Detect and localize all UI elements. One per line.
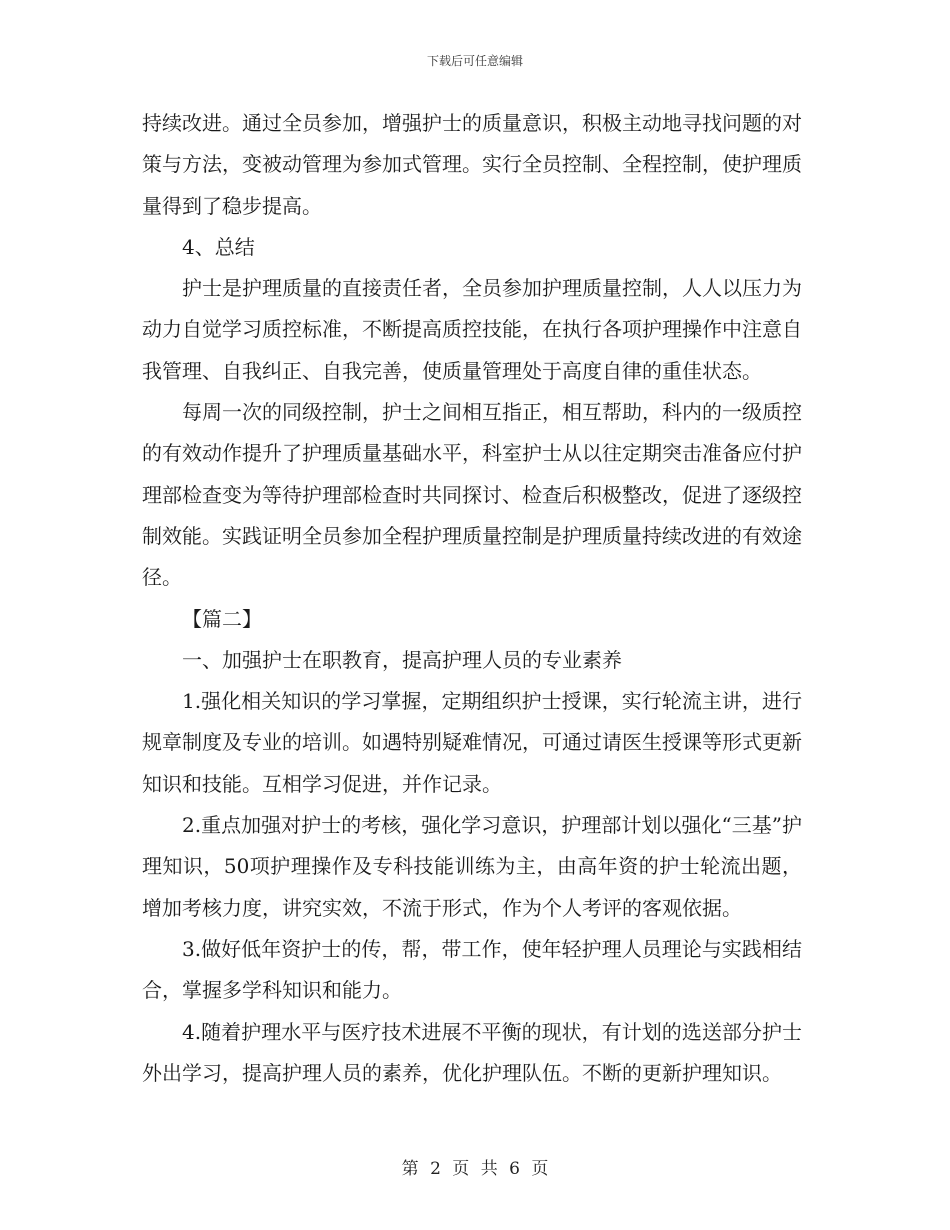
list-item-2: 2.重点加强对护士的考核，强化学习意识，护理部计划以强化“三基”护理知识，50项护理操作及专科技能训练为主，由高年资的护士轮流出题，增加考核力度，讲究实效，不流于形式，作为个人考评的客观依据。 xyxy=(142,813,802,920)
list-item-3: 3.做好低年资护士的传，帮，带工作，使年轻护理人员理论与实践相结合，掌握多学科知识和能力。 xyxy=(142,936,802,1003)
page-header: 下载后可任意编辑 xyxy=(426,54,523,68)
list-item-4: 4.随着护理水平与医疗技术进展不平衡的现状，有计划的选送部分护士外出学习，提高护理人员的素养，优化护理队伍。不断的更新护理知识。 xyxy=(142,1019,802,1085)
section-heading-summary: 4、总结 xyxy=(182,234,255,259)
list-item-1: 1.强化相关知识的学习掌握，定期组织护士授课，实行轮流主讲，进行规章制度及专业的培训。如遇特别疑难情况，可通过请医生授课等形式更新知识和技能。互相学习促进，并作记录。 xyxy=(142,689,802,796)
page-footer: 第 2 页 共 6 页 xyxy=(401,1159,549,1179)
paragraph-continuation: 持续改进。通过全员参加，增强护士的质量意识，积极主动地寻找问题的对策与方法，变被动管理为参加式管理。实行全员控制、全程控制，使护理质量得到了稳步提高。 xyxy=(142,111,802,218)
subheading-education: 一、加强护士在职教育，提高护理人员的专业素养 xyxy=(182,647,622,672)
paragraph-peer-control: 每周一次的同级控制，护士之间相互指正，相互帮助，科内的一级质控的有效动作提升了护理质量基础水平，科室护士从以往定期突击准备应付护理部检查变为等待护理部检查时共同探讨、检查后积极整改，促进了逐级控制效能。实践证明全员参加全程护理质量控制是护理质量持续改进的有效途径。 xyxy=(142,400,802,590)
paragraph-summary: 护士是护理质量的直接责任者，全员参加护理质量控制，人人以压力为动力自觉学习质控标准，不断提高质控技能，在执行各项护理操作中注意自我管理、自我纠正、自我完善，使质量管理处于高度自律的重佳状态。 xyxy=(142,276,802,383)
section-heading-part-two: 【篇二】 xyxy=(182,606,262,631)
document-body xyxy=(142,103,802,1094)
